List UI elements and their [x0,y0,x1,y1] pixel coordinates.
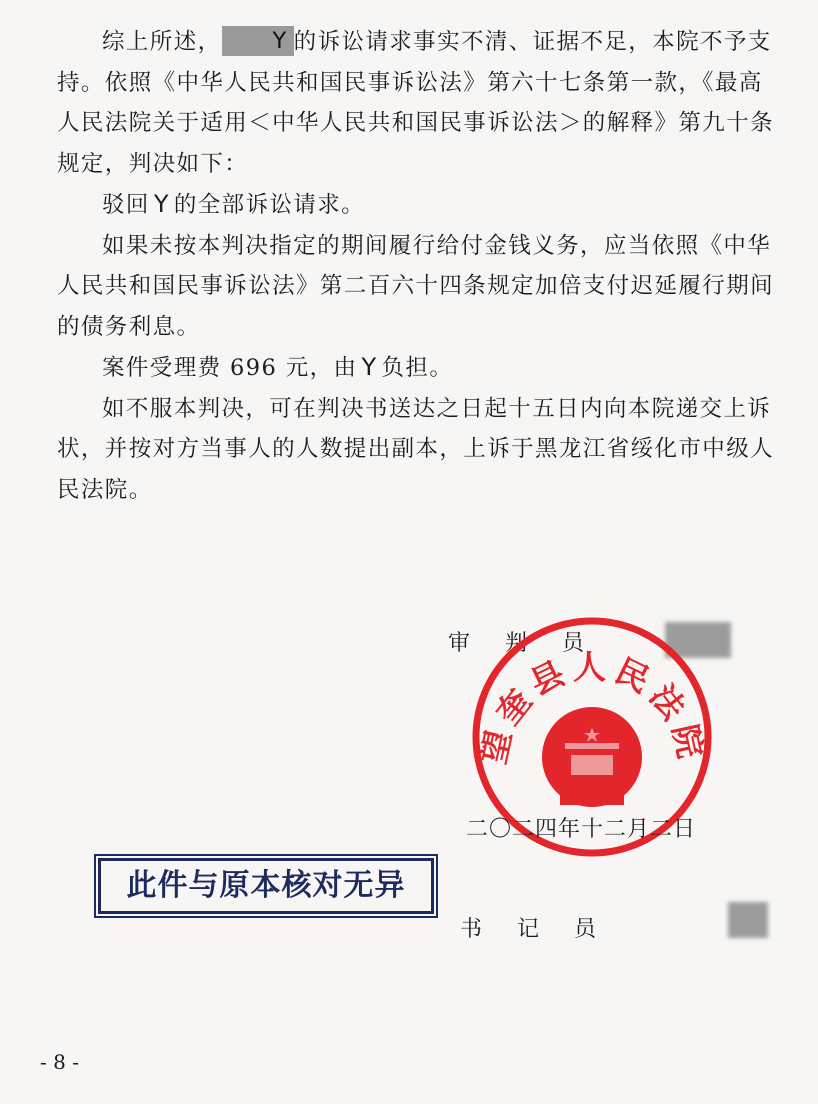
paragraph-conclusion: 综上所述， Y 的诉讼请求事实不清、证据不足，本院不予支持。依照《中华人民共和国民事诉讼法》第六十七条第一款，《最高人民法院关于适用＜中华人民共和国民事诉讼法＞的解释》第九十条规定，判决如下： [57,28,775,177]
seal-text: 望奎县人民法院 [473,647,712,768]
page-number: - 8 - [40,1050,79,1074]
clerk-label: 书 记 员 [460,917,610,942]
paragraph-ruling: 驳回 Y 的全部诉讼请求。 [102,190,366,218]
paragraph-interest: 如果未按本判决指定的期间履行给付金钱义务，应当依照《中华人民共和国民事诉讼法》第二百六十四条规定加倍支付迟延履行期间的债务利息。 [57,232,775,340]
copy-verified-stamp: 此件与原本核对无异 [98,858,434,914]
redacted-party-name: Y [222,26,294,56]
redacted-clerk-name [728,902,768,938]
party-name: Y [361,353,378,381]
judgment-body [57,22,777,510]
judge-label: 审 判 员 [448,631,598,656]
judgment-date: 二〇二四年十二月二日 [466,817,697,842]
party-name: Y [153,190,170,218]
paragraph-fee: 案件受理费 696 元，由 Y 负担。 [102,353,454,381]
paragraph-appeal: 如不服本判决，可在判决书送达之日起十五日内向本院递交上诉状，并按对方当事人的人数提出副本，上诉于黑龙江省绥化市中级人民法院。 [57,395,775,503]
